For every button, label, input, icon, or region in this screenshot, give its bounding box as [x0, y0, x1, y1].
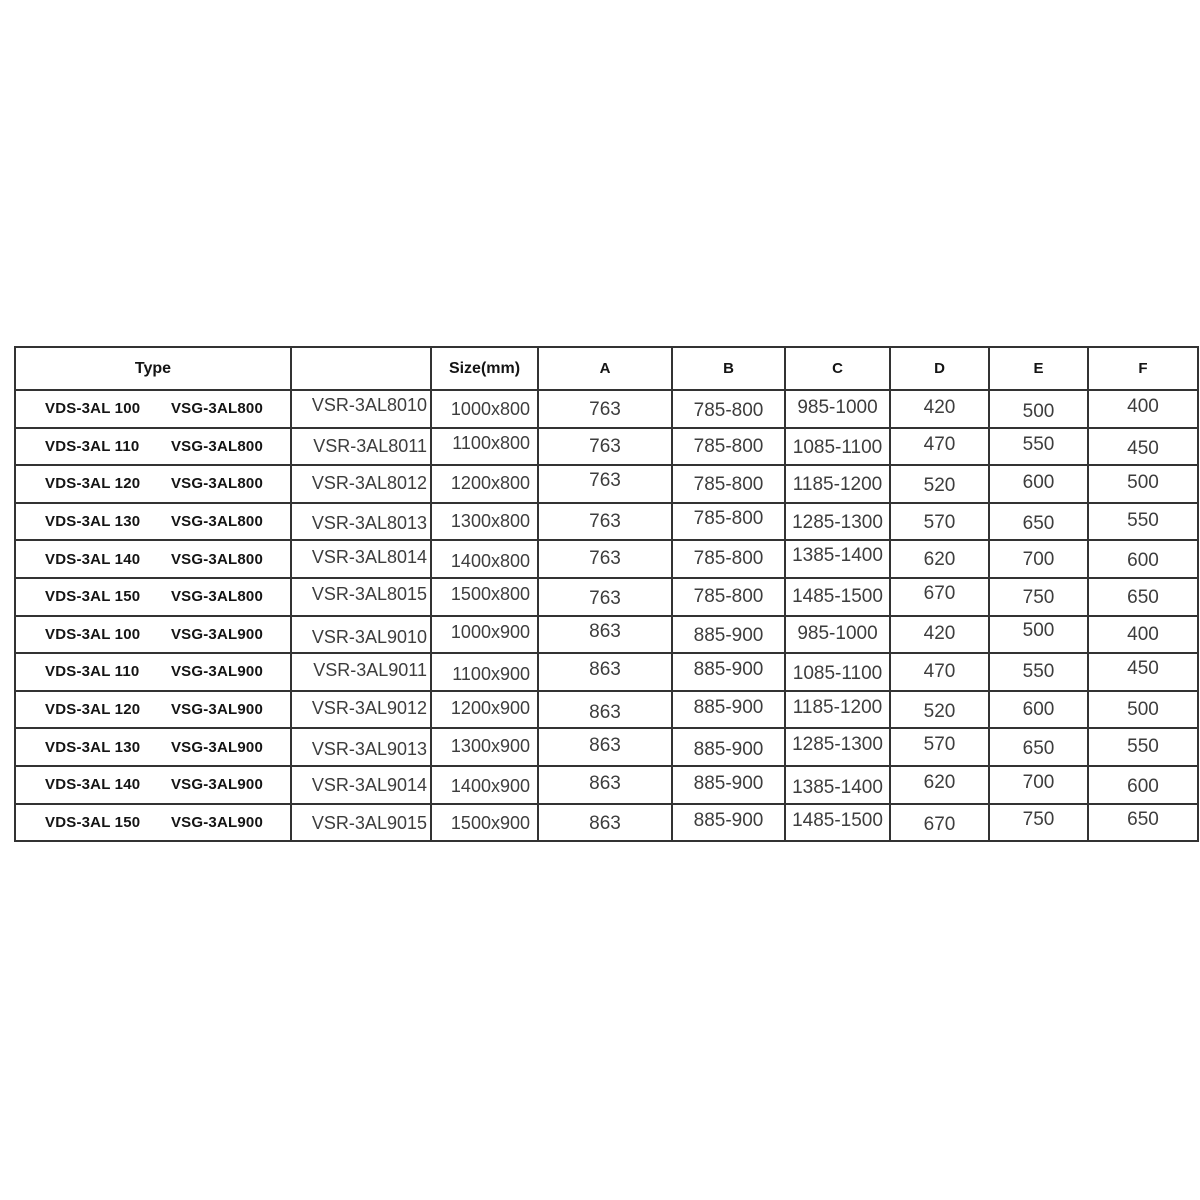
cell-text: VSR-3AL8015 [311, 584, 427, 605]
cell-text: 550 [1022, 434, 1055, 456]
value-cell-a [538, 503, 672, 541]
value-cell-c [785, 428, 890, 466]
cell-text: 785-800 [693, 585, 764, 607]
type-code-vsg: VSG-3AL900 [170, 738, 263, 756]
cell-text: 785-800 [693, 399, 764, 421]
value-cell-e [989, 766, 1088, 804]
cell-text: VSR-3AL9014 [311, 775, 427, 796]
cell-text: 1100x800 [452, 432, 530, 453]
table-row [15, 653, 1198, 691]
cell-text: 763 [589, 510, 621, 532]
model-cell [291, 390, 431, 428]
type-pair [16, 776, 290, 793]
cell-text: 763 [589, 469, 621, 491]
value-cell-b [672, 503, 785, 541]
header-row [15, 347, 1198, 390]
table-row [15, 390, 1198, 428]
cell-text: 1200x900 [450, 698, 530, 719]
value-cell-f [1088, 503, 1198, 541]
cell-text: 785-800 [693, 548, 764, 570]
value-cell-a [538, 578, 672, 616]
table-row [15, 465, 1198, 503]
value-cell-e [989, 540, 1088, 578]
cell-text: 863 [589, 701, 621, 723]
model-cell [291, 578, 431, 616]
value-cell-d [890, 766, 989, 804]
type-pair [16, 438, 290, 455]
value-cell-e [989, 728, 1088, 766]
cell-text: 1400x900 [450, 776, 530, 797]
value-cell-b [672, 578, 785, 616]
type-code-vsg: VSG-3AL900 [170, 625, 263, 643]
value-cell-c [785, 691, 890, 729]
type-code-vds: VDS-3AL 100 [45, 625, 141, 643]
value-cell-a [538, 728, 672, 766]
cell-text: 763 [589, 548, 621, 570]
cell-text: 500 [1022, 400, 1055, 422]
table-row [15, 428, 1198, 466]
model-cell [291, 428, 431, 466]
value-cell-f [1088, 653, 1198, 691]
cell-text: 520 [923, 700, 956, 722]
type-code-vds: VDS-3AL 120 [45, 475, 141, 493]
type-code-vsg: VSG-3AL800 [170, 513, 263, 531]
cell-text: 863 [589, 735, 621, 757]
value-cell-f [1088, 465, 1198, 503]
model-cell [291, 691, 431, 729]
value-cell-d [890, 578, 989, 616]
cell-text: 1485-1500 [792, 585, 883, 607]
type-pair [16, 475, 290, 492]
type-pair [16, 701, 290, 718]
size-cell [431, 428, 538, 466]
value-cell-e [989, 428, 1088, 466]
value-cell-a [538, 616, 672, 654]
type-code-vds: VDS-3AL 140 [45, 550, 141, 568]
cell-text: 1400x800 [450, 550, 530, 571]
product-spec-table [14, 346, 1199, 842]
cell-text: VSR-3AL9010 [311, 626, 427, 647]
value-cell-c [785, 616, 890, 654]
cell-text: 1185-1200 [792, 473, 883, 495]
value-cell-c [785, 804, 890, 842]
value-cell-d [890, 540, 989, 578]
header-col-d: D [890, 347, 989, 390]
table-row [15, 766, 1198, 804]
cell-text: 785-800 [693, 507, 764, 529]
cell-text: 1100x900 [452, 664, 530, 685]
cell-text: 885-900 [693, 625, 764, 647]
type-code-vsg: VSG-3AL800 [170, 475, 263, 493]
size-cell [431, 503, 538, 541]
value-cell-f [1088, 728, 1198, 766]
type-code-vds: VDS-3AL 100 [45, 400, 141, 418]
cell-text: 650 [1022, 512, 1055, 534]
value-cell-c [785, 766, 890, 804]
type-cell [15, 465, 291, 503]
cell-text: 650 [1022, 738, 1055, 760]
value-cell-a [538, 766, 672, 804]
cell-text: 620 [923, 771, 956, 793]
value-cell-b [672, 465, 785, 503]
type-cell [15, 653, 291, 691]
type-cell [15, 728, 291, 766]
cell-text: 1300x800 [450, 511, 530, 532]
value-cell-b [672, 616, 785, 654]
table-row [15, 691, 1198, 729]
value-cell-f [1088, 540, 1198, 578]
type-code-vds: VDS-3AL 150 [45, 588, 141, 606]
cell-text: 700 [1022, 771, 1055, 793]
cell-text: 885-900 [693, 658, 764, 680]
value-cell-e [989, 616, 1088, 654]
header-model [291, 347, 431, 390]
header-col-f: F [1088, 347, 1198, 390]
type-code-vds: VDS-3AL 130 [45, 513, 141, 531]
cell-text: VSR-3AL8010 [311, 395, 427, 416]
type-cell [15, 390, 291, 428]
value-cell-d [890, 465, 989, 503]
table-row [15, 503, 1198, 541]
value-cell-e [989, 503, 1088, 541]
cell-text: 763 [589, 587, 621, 609]
type-code-vds: VDS-3AL 110 [45, 663, 140, 681]
cell-text: 620 [923, 549, 956, 571]
type-cell [15, 578, 291, 616]
type-pair [16, 663, 290, 680]
type-pair [16, 814, 290, 831]
cell-text: 600 [1127, 550, 1159, 572]
size-cell [431, 804, 538, 842]
value-cell-f [1088, 691, 1198, 729]
value-cell-b [672, 653, 785, 691]
cell-text: 600 [1022, 471, 1055, 493]
cell-text: 1285-1300 [792, 734, 883, 756]
type-code-vds: VDS-3AL 140 [45, 776, 141, 794]
type-code-vsg: VSG-3AL800 [170, 437, 263, 455]
cell-text: 863 [589, 813, 621, 835]
size-cell [431, 390, 538, 428]
model-cell [291, 804, 431, 842]
cell-text: 400 [1127, 624, 1159, 646]
cell-text: VSR-3AL8014 [311, 546, 427, 567]
type-pair [16, 626, 290, 643]
size-cell [431, 728, 538, 766]
type-pair [16, 739, 290, 756]
cell-text: 600 [1022, 698, 1055, 720]
type-code-vsg: VSG-3AL800 [170, 400, 263, 418]
cell-text: 1200x800 [450, 473, 530, 494]
model-cell [291, 616, 431, 654]
value-cell-e [989, 390, 1088, 428]
type-code-vds: VDS-3AL 150 [45, 813, 141, 831]
value-cell-a [538, 691, 672, 729]
cell-text: 570 [923, 734, 956, 756]
value-cell-f [1088, 804, 1198, 842]
cell-text: 670 [923, 814, 956, 836]
type-pair [16, 588, 290, 605]
type-code-vds: VDS-3AL 120 [45, 701, 141, 719]
value-cell-a [538, 804, 672, 842]
value-cell-a [538, 390, 672, 428]
value-cell-b [672, 691, 785, 729]
value-cell-c [785, 540, 890, 578]
model-cell [291, 728, 431, 766]
type-code-vsg: VSG-3AL900 [170, 776, 263, 794]
type-code-vsg: VSG-3AL900 [170, 663, 263, 681]
cell-text: 885-900 [693, 696, 764, 718]
header-col-a: A [538, 347, 672, 390]
model-cell [291, 653, 431, 691]
value-cell-c [785, 653, 890, 691]
cell-text: 1185-1200 [792, 696, 883, 718]
cell-text: 1085-1100 [792, 662, 883, 684]
table-row [15, 728, 1198, 766]
value-cell-b [672, 540, 785, 578]
value-cell-b [672, 804, 785, 842]
value-cell-a [538, 428, 672, 466]
cell-text: 470 [923, 660, 956, 682]
value-cell-f [1088, 428, 1198, 466]
cell-text: 750 [1022, 809, 1055, 831]
cell-text: 1085-1100 [792, 437, 883, 459]
type-cell [15, 691, 291, 729]
cell-text: 400 [1127, 395, 1159, 417]
header-col-c: C [785, 347, 890, 390]
value-cell-c [785, 390, 890, 428]
value-cell-c [785, 465, 890, 503]
value-cell-f [1088, 390, 1198, 428]
cell-text: 985-1000 [797, 623, 878, 645]
value-cell-c [785, 728, 890, 766]
cell-text: 500 [1022, 620, 1055, 642]
model-cell [291, 766, 431, 804]
type-code-vsg: VSG-3AL900 [170, 813, 263, 831]
value-cell-b [672, 728, 785, 766]
value-cell-d [890, 428, 989, 466]
value-cell-d [890, 691, 989, 729]
size-cell [431, 540, 538, 578]
size-cell [431, 465, 538, 503]
type-code-vsg: VSG-3AL800 [170, 550, 263, 568]
model-cell [291, 503, 431, 541]
cell-text: VSR-3AL9013 [311, 738, 427, 759]
cell-text: 863 [589, 658, 621, 680]
cell-text: VSR-3AL9011 [313, 660, 427, 681]
value-cell-d [890, 503, 989, 541]
cell-text: 420 [923, 623, 956, 645]
cell-text: 550 [1127, 509, 1159, 531]
type-pair [16, 400, 290, 417]
table-row [15, 804, 1198, 842]
type-code-vsg: VSG-3AL800 [170, 588, 263, 606]
value-cell-c [785, 503, 890, 541]
cell-text: 885-900 [693, 772, 764, 794]
cell-text: 863 [589, 772, 621, 794]
table-row [15, 578, 1198, 616]
value-cell-e [989, 691, 1088, 729]
value-cell-a [538, 540, 672, 578]
value-cell-b [672, 428, 785, 466]
cell-text: VSR-3AL9015 [311, 812, 427, 833]
value-cell-e [989, 578, 1088, 616]
cell-text: 670 [923, 582, 956, 604]
cell-text: 650 [1127, 586, 1159, 608]
cell-text: 763 [589, 436, 621, 458]
value-cell-c [785, 578, 890, 616]
cell-text: 885-900 [693, 810, 764, 832]
type-code-vsg: VSG-3AL900 [170, 701, 263, 719]
table-body [15, 390, 1198, 841]
value-cell-d [890, 390, 989, 428]
type-cell [15, 804, 291, 842]
size-cell [431, 616, 538, 654]
table-row [15, 540, 1198, 578]
cell-text: 500 [1127, 471, 1159, 493]
cell-text: 1500x800 [450, 584, 530, 605]
value-cell-d [890, 616, 989, 654]
cell-text: 1285-1300 [792, 511, 883, 533]
cell-text: VSR-3AL8013 [311, 513, 427, 534]
cell-text: 470 [923, 434, 956, 456]
size-cell [431, 578, 538, 616]
size-cell [431, 691, 538, 729]
type-code-vds: VDS-3AL 130 [45, 738, 141, 756]
cell-text: 763 [589, 398, 621, 420]
type-cell [15, 428, 291, 466]
cell-text: 600 [1127, 775, 1159, 797]
table-row [15, 616, 1198, 654]
value-cell-d [890, 804, 989, 842]
value-cell-e [989, 465, 1088, 503]
cell-text: 885-900 [693, 739, 764, 761]
type-cell [15, 616, 291, 654]
header-col-e: E [989, 347, 1088, 390]
cell-text: 1385-1400 [792, 776, 883, 798]
model-cell [291, 465, 431, 503]
cell-text: 700 [1022, 549, 1055, 571]
cell-text: 1500x900 [450, 812, 530, 833]
cell-text: 550 [1127, 736, 1159, 758]
cell-text: 1300x900 [450, 735, 530, 756]
cell-text: 1485-1500 [792, 810, 883, 832]
cell-text: 1385-1400 [792, 545, 883, 567]
cell-text: 570 [923, 511, 956, 533]
header-size: Size(mm) [431, 347, 538, 390]
cell-text: 1000x800 [450, 399, 530, 420]
value-cell-a [538, 653, 672, 691]
cell-text: 550 [1022, 660, 1055, 682]
cell-text: 420 [923, 396, 956, 418]
value-cell-a [538, 465, 672, 503]
cell-text: 1000x900 [450, 621, 530, 642]
cell-text: 450 [1127, 438, 1159, 460]
value-cell-e [989, 653, 1088, 691]
value-cell-b [672, 766, 785, 804]
cell-text: 750 [1022, 586, 1055, 608]
cell-text: 650 [1127, 809, 1159, 831]
cell-text: 985-1000 [797, 396, 878, 418]
value-cell-d [890, 728, 989, 766]
type-cell [15, 766, 291, 804]
type-cell [15, 503, 291, 541]
size-cell [431, 653, 538, 691]
type-cell [15, 540, 291, 578]
header-type: Type [15, 347, 291, 390]
value-cell-d [890, 653, 989, 691]
value-cell-e [989, 804, 1088, 842]
model-cell [291, 540, 431, 578]
cell-text: VSR-3AL8012 [311, 473, 427, 494]
cell-text: VSR-3AL9012 [311, 698, 427, 719]
value-cell-f [1088, 766, 1198, 804]
type-pair [16, 513, 290, 530]
size-cell [431, 766, 538, 804]
cell-text: 863 [589, 621, 621, 643]
cell-text: 785-800 [693, 436, 764, 458]
cell-text: 450 [1127, 657, 1159, 679]
header-col-b: B [672, 347, 785, 390]
value-cell-f [1088, 616, 1198, 654]
value-cell-b [672, 390, 785, 428]
cell-text: 500 [1127, 698, 1159, 720]
cell-text: 520 [923, 474, 956, 496]
value-cell-f [1088, 578, 1198, 616]
type-code-vds: VDS-3AL 110 [45, 437, 140, 455]
cell-text: VSR-3AL8011 [313, 435, 427, 456]
type-pair [16, 551, 290, 568]
cell-text: 785-800 [693, 473, 764, 495]
